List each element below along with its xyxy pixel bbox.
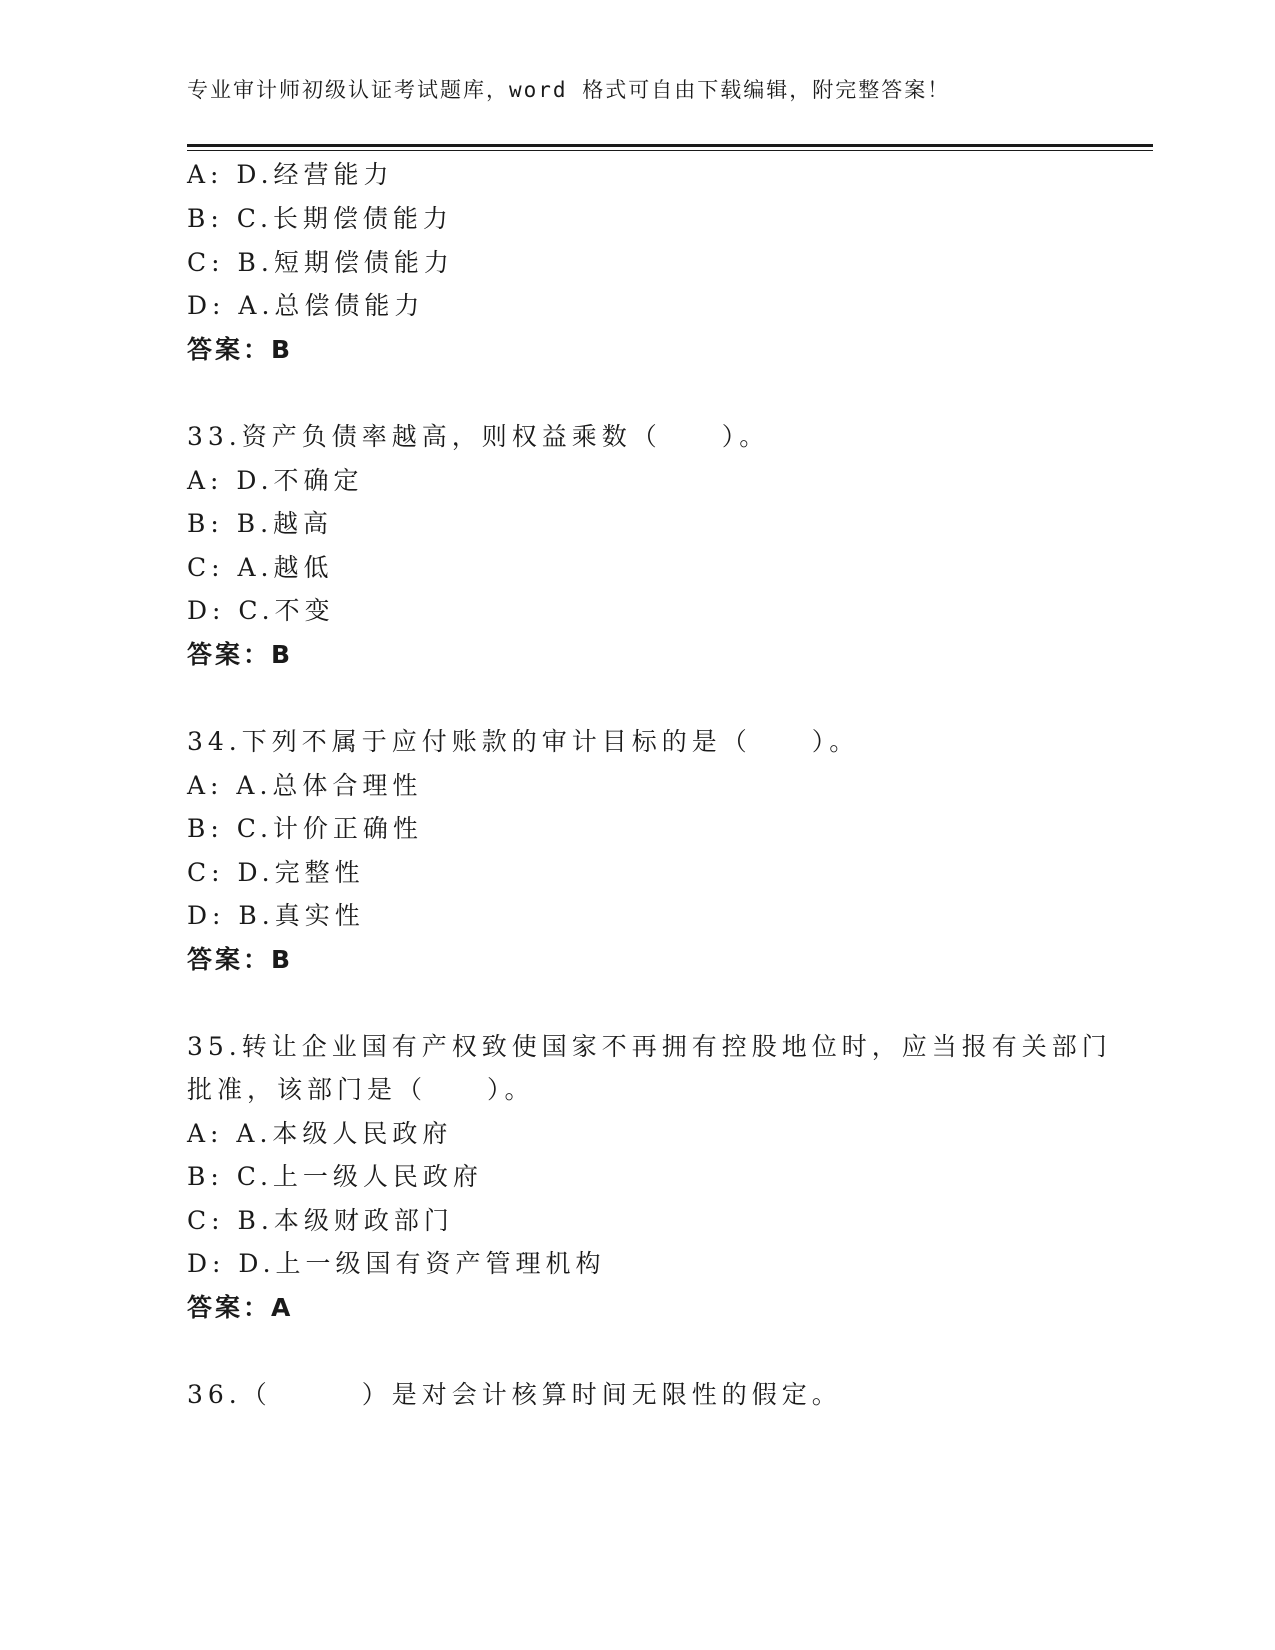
- page-header: 专业审计师初级认证考试题库，word 格式可自由下载编辑，附完整答案！: [187, 78, 951, 102]
- option-c: C: B.本级财政部门: [187, 1206, 454, 1235]
- option-a: A: A.总体合理性: [187, 771, 423, 800]
- option-b: B: C.计价正确性: [187, 814, 423, 843]
- question-33: 33.资产负债率越高，则权益乘数（ ）。: [187, 422, 770, 451]
- option-c: C: D.完整性: [187, 858, 365, 887]
- option-a: A: D.经营能力: [187, 160, 394, 189]
- option-d: D: B.真实性: [187, 901, 365, 930]
- option-b: B: C.长期偿债能力: [187, 204, 453, 233]
- header-rule-thick: [187, 144, 1153, 147]
- option-d: D: C.不变: [187, 596, 335, 625]
- answer: 答案：B: [187, 945, 294, 974]
- answer: 答案：B: [187, 640, 294, 669]
- option-b: B: C.上一级人民政府: [187, 1162, 483, 1191]
- option-b: B: B.越高: [187, 509, 334, 538]
- question-34: 34.下列不属于应付账款的审计目标的是（ ）。: [187, 727, 860, 756]
- option-d: D: D.上一级国有资产管理机构: [187, 1249, 606, 1278]
- question-36: 36.（ ）是对会计核算时间无限性的假定。: [187, 1380, 842, 1409]
- answer: 答案：B: [187, 335, 294, 364]
- option-d: D: A.总偿债能力: [187, 291, 425, 320]
- option-c: C: B.短期偿债能力: [187, 248, 454, 277]
- option-a: A: A.本级人民政府: [187, 1119, 453, 1148]
- option-a: A: D.不确定: [187, 466, 364, 495]
- option-c: C: A.越低: [187, 553, 334, 582]
- answer: 答案：A: [187, 1293, 294, 1322]
- header-rule-thin: [187, 150, 1153, 151]
- question-35-line-1: 35.转让企业国有产权致使国家不再拥有控股地位时，应当报有关部门: [187, 1032, 1112, 1061]
- question-35-line-2: 批准，该部门是（ ）。: [187, 1075, 535, 1104]
